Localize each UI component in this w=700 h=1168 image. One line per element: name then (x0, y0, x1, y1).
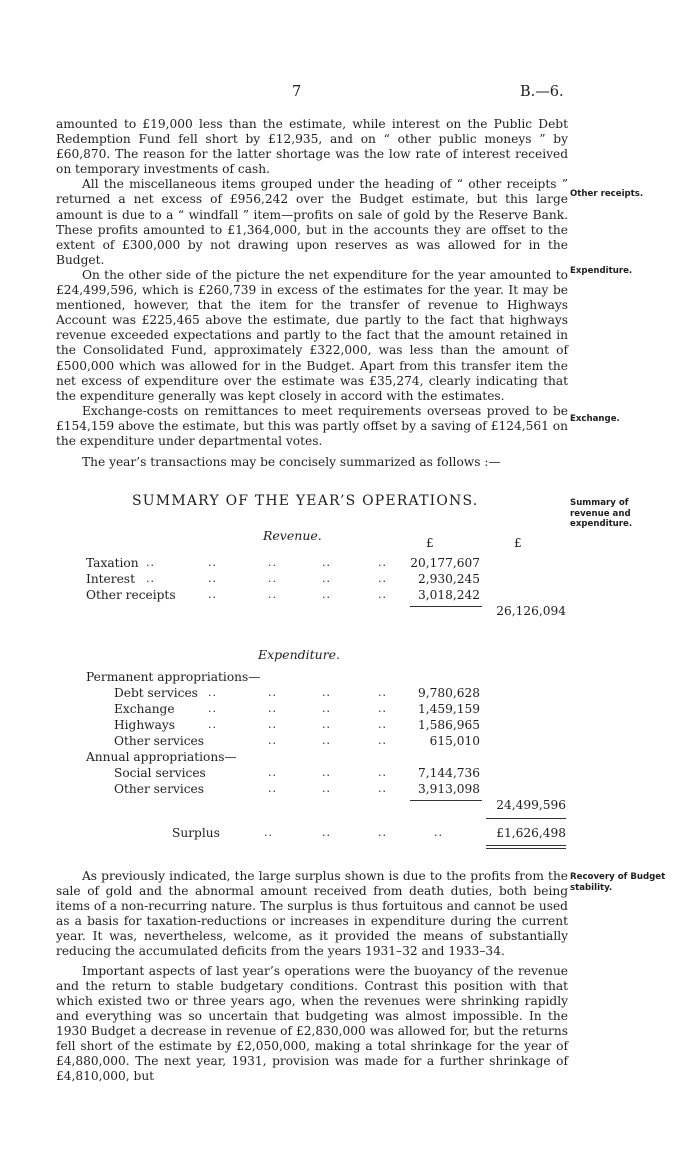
leader-dots: .. (208, 686, 217, 699)
leader-dots: .. (322, 572, 331, 585)
leader-dots: .. (268, 766, 277, 779)
revenue-total-row (480, 604, 566, 619)
leader-dots: .. (378, 572, 387, 585)
leader-dots: .. (268, 588, 277, 601)
leader-dots: .. (322, 686, 331, 699)
margin-note-exchange: Exchange. (570, 414, 620, 424)
paragraph-recovery: As previously indicated, the large surplus shown is due to the profits from the sale of gold and the abnormal amount received from death duties, both being items of a non-recurring nature. The surplus is thus fortuitous and cannot be used as a basis for taxation-reductions or increases in expenditure during the current year. It was, nevertheless, welcome, as it provided the means of substantially reducing the accumulated deficits from the years 1931–32 and 1933–34. (56, 869, 568, 959)
revenue-total: 26,126,094 (496, 604, 566, 618)
row-amount: 1,459,159 (417, 702, 480, 716)
table-row (86, 718, 480, 733)
paragraph-expenditure: On the other side of the picture the net expenditure for the year amounted to £24,499,596, which is £260,739 in excess of the estimates for the year. It may be mentioned, however, that the item for the transfer of revenue to Highways Account was £225,465 above the estimate, due partly to the fact that highways revenue exceeded expectations and partly to the fact that the amount retained in the Consolidated Fund, approximately £322,000, was less than the amount of £500,000 which was allowed for in the Budget. Apart from this transfer item the net excess of expenditure over the estimate was £35,274, clearly indicating that the expenditure generally was kept closely in accord with the estimates. (56, 267, 568, 403)
margin-note-other-receipts: Other receipts. (570, 189, 644, 199)
table-row (86, 702, 480, 717)
leader-dots: .. (322, 588, 331, 601)
table-row (86, 766, 480, 781)
page-number: 7 (292, 84, 302, 100)
leader-dots: .. (322, 556, 331, 569)
row-label: Social services (114, 766, 206, 780)
leader-dots: .. (322, 826, 331, 839)
paragraph-other-receipts: All the miscellaneous items grouped under the heading of “ other receipts ” returned a net excess of £956,242 over the Budget estimate, but this large amount is due to a “ windfall ” item—profits on sale of gold by the Reserve Bank. These profits amounted to £1,364,000, but in the accounts they are offset to the extent of £300,000 by not drawing upon reserves as was allowed for in the Budget. (56, 177, 568, 267)
table-row (86, 572, 480, 587)
leader-dots: .. (268, 556, 277, 569)
table-row (86, 782, 480, 797)
leader-dots: .. (268, 734, 277, 747)
row-amount: 3,018,242 (417, 588, 480, 602)
summary-title: SUMMARY OF THE YEAR’S OPERATIONS. (132, 493, 479, 509)
leader-dots: .. (322, 782, 331, 795)
surplus-amount: £1,626,498 (496, 826, 566, 840)
paragraph-interest: amounted to £19,000 less than the estimate, while interest on the Public Debt Redemption Fund fell short by £12,935, and on “ other public moneys ” by £60,870. The reason for the latter shortage was the low rate of interest received on temporary investments of cash. (56, 117, 568, 177)
leader-dots: .. (378, 782, 387, 795)
leader-dots: .. (378, 766, 387, 779)
leader-dots: .. (208, 572, 217, 585)
row-amount: 615,010 (429, 734, 480, 748)
row-amount: 7,144,736 (417, 766, 480, 780)
expenditure-total: 24,499,596 (496, 798, 566, 812)
double-rule (486, 845, 566, 849)
row-label: Other services (114, 782, 205, 796)
leader-dots: .. (268, 718, 277, 731)
row-label: Other receipts (86, 588, 176, 602)
currency-column-1: £ (426, 536, 434, 550)
table-row (86, 750, 386, 765)
revenue-heading: Revenue. (263, 528, 322, 543)
leader-dots: .. (322, 702, 331, 715)
leader-dots: .. (146, 572, 155, 585)
leader-dots: .. (146, 556, 155, 569)
currency-column-2: £ (514, 536, 522, 550)
leader-dots: .. (208, 556, 217, 569)
table-row (86, 588, 480, 603)
surplus-row (172, 826, 566, 841)
leader-dots: .. (378, 718, 387, 731)
leader-dots: .. (378, 556, 387, 569)
row-label: Highways (114, 718, 176, 732)
expenditure-total-row (480, 798, 566, 813)
row-label: Permanent appropriations— (86, 670, 261, 684)
leader-dots: .. (322, 734, 331, 747)
leader-dots: .. (208, 718, 217, 731)
row-amount: 1,586,965 (417, 718, 480, 732)
leader-dots: .. (322, 766, 331, 779)
leader-dots: .. (268, 702, 277, 715)
surplus-label: Surplus (172, 826, 220, 840)
table-row (86, 686, 480, 701)
leader-dots: .. (378, 588, 387, 601)
leader-dots: .. (264, 826, 273, 839)
row-label: Other services (114, 734, 205, 748)
row-amount: 9,780,628 (417, 686, 480, 700)
leader-dots: .. (378, 686, 387, 699)
row-amount: 2,930,245 (417, 572, 480, 586)
expenditure-heading: Expenditure. (258, 647, 341, 662)
row-amount: 20,177,607 (410, 556, 480, 570)
paragraph-exchange: Exchange-costs on remittances to meet requirements overseas proved to be £154,159 above the estimate, but this was partly offset by a saving of £124,561 on the expenditure under departmental votes. (56, 403, 568, 448)
leader-dots: .. (268, 572, 277, 585)
row-label: Exchange (114, 702, 175, 716)
body-text-lower (56, 869, 568, 1084)
total-rule (486, 818, 566, 819)
document-reference: B.—6. (520, 84, 564, 100)
margin-note-expenditure: Expenditure. (570, 266, 633, 276)
leader-dots: .. (322, 718, 331, 731)
table-row (86, 670, 386, 685)
leader-dots: .. (208, 588, 217, 601)
subtotal-rule (410, 800, 482, 801)
row-label: Debt services (114, 686, 198, 700)
leader-dots: .. (268, 782, 277, 795)
row-label: Interest (86, 572, 135, 586)
margin-note-recovery: Recovery of Budget stability. (570, 872, 666, 893)
row-label: Taxation (86, 556, 139, 570)
leader-dots: .. (434, 826, 443, 839)
table-row (86, 734, 480, 749)
table-row (86, 556, 480, 571)
leader-dots: .. (268, 686, 277, 699)
leader-dots: .. (378, 734, 387, 747)
subtotal-rule (410, 606, 482, 607)
leader-dots: .. (208, 702, 217, 715)
leader-dots: .. (378, 826, 387, 839)
paragraph-summary-intro: The year’s transactions may be concisely summarized as follows :— (82, 455, 501, 470)
margin-note-summary: Summary of revenue and expenditure. (570, 498, 633, 529)
row-amount: 3,913,098 (417, 782, 480, 796)
row-label: Annual appropriations— (86, 750, 237, 764)
leader-dots: .. (378, 702, 387, 715)
body-text-upper (56, 117, 568, 470)
paragraph-buoyancy: Important aspects of last year’s operations were the buoyancy of the revenue and the return to stable budgetary conditions. Contrast this position with that which existed two or three years ago, when the revenues were shrinking rapidly and everything was so uncertain that budgeting was almost impossible. In the 1930 Budget a decrease in revenue of £2,830,000 was allowed for, but the returns fell short of the estimate by £2,050,000, making a total shrinkage for the year of £4,880,000. The next year, 1931, provision was made for a further shrinkage of £4,810,000, but (56, 963, 568, 1084)
